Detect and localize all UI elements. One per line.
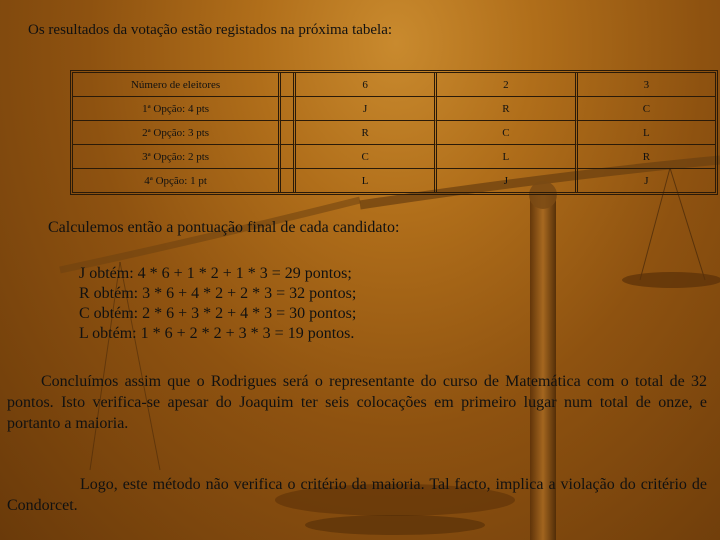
table-cell: 3ª Opção: 2 pts [73, 145, 281, 169]
table-row [73, 73, 715, 97]
table-cell: J [296, 97, 437, 121]
table-cell: L [296, 169, 437, 192]
table-row [73, 121, 715, 145]
table-cell: R [296, 121, 437, 145]
table-cell: C [437, 121, 578, 145]
table-row [73, 169, 715, 192]
table-cell: 2ª Opção: 3 pts [73, 121, 281, 145]
list-item: R obtém: 3 * 6 + 4 * 2 + 2 * 3 = 32 pontos; [79, 285, 357, 302]
table-cell: 3 [578, 73, 715, 97]
table-cell: J [644, 174, 649, 187]
table-cell: J [437, 169, 578, 192]
table-cell: 1ª Opção: 4 pts [73, 97, 281, 121]
final-paragraph: Logo, este método não verifica o critério da maioria. Tal facto, implica a violação do critério de Condorcet. [7, 476, 707, 514]
table-cell: R [578, 145, 715, 169]
calc-list [79, 264, 356, 344]
table-cell: C [296, 145, 437, 169]
list-item: L obtém: 1 * 6 + 2 * 2 + 3 * 3 = 19 pontos. [79, 325, 355, 342]
table-cell: L [437, 145, 578, 169]
calc-title: Calculemos então a pontuação final de cada candidato: [48, 219, 400, 236]
table-cell: 2 [437, 73, 578, 97]
table-cell: Número de eleitores [73, 73, 281, 97]
table-cell: R [437, 97, 578, 121]
table-cell: L [578, 121, 715, 145]
table-row [73, 97, 715, 121]
list-item: C obtém: 2 * 6 + 3 * 2 + 4 * 3 = 30 pontos; [79, 305, 357, 322]
table-cell: 4ª Opção: 1 pt [73, 169, 281, 192]
conclusion-paragraph: Concluímos assim que o Rodrigues será o representante do curso de Matemática com o total de 32 pontos. Isto verifica-se apesar do Joaquim ter seis colocações em primeiro lugar num total de onze, e portanto a maioria. [7, 373, 707, 432]
votes-table [70, 70, 718, 195]
table-cell: 6 [296, 73, 437, 97]
table-cell: C [578, 97, 715, 121]
list-item: J obtém: 4 * 6 + 1 * 2 + 1 * 3 = 29 pontos; [79, 265, 352, 282]
table-row [73, 145, 715, 169]
intro-text: Os resultados da votação estão registados na próxima tabela: [28, 22, 393, 38]
